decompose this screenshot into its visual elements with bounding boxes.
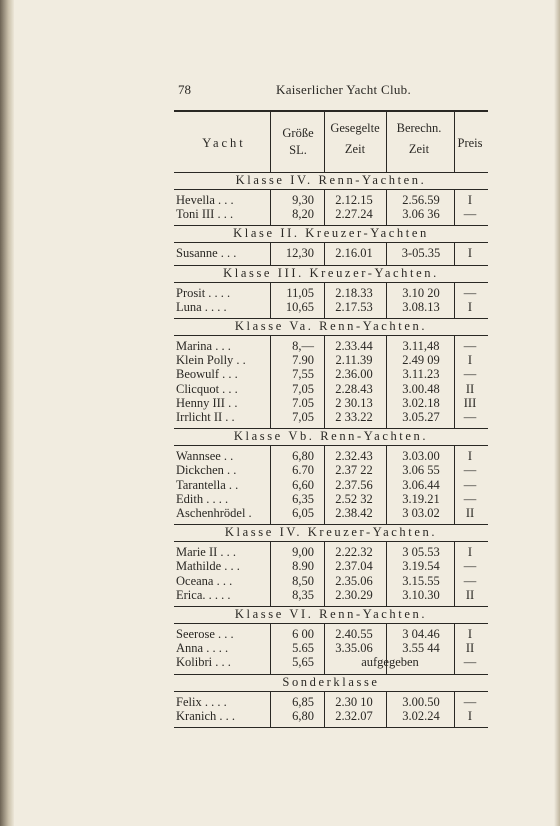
- sailed-time: 2.12.15: [335, 193, 373, 207]
- sailed-time: 2.37.04: [335, 559, 373, 574]
- sailed-time: 2.22.32: [335, 545, 373, 560]
- yacht-size: 7,05: [292, 381, 314, 396]
- column-divider: [270, 282, 271, 318]
- column-divider: [324, 623, 325, 674]
- yacht-size: 7,55: [292, 367, 314, 382]
- prize: —: [463, 339, 477, 353]
- corrected-time: 3.15.55: [402, 573, 440, 588]
- class-heading: Klasse Vb. Renn-Yachten.: [233, 429, 429, 444]
- class-heading: Klasse IV. Kreuzer-Yachten.: [224, 525, 438, 540]
- corrected-time: 3.19.54: [402, 559, 440, 574]
- sailed-time: 2.38.42: [335, 506, 373, 520]
- prize: —: [463, 573, 477, 588]
- column-divider: [324, 335, 325, 428]
- prize: —: [463, 207, 477, 222]
- table-rule: [174, 110, 488, 112]
- yacht-size: 8,20: [292, 207, 314, 222]
- yacht-size: 6,60: [292, 477, 314, 492]
- yacht-size: 6,80: [292, 708, 314, 723]
- sailed-time: 2.18.33: [335, 285, 373, 300]
- sailed-time: 2.28.43: [335, 381, 373, 396]
- yacht-size: 6,85: [292, 694, 314, 709]
- column-divider: [386, 445, 387, 524]
- sailed-time: 2.52 32: [335, 491, 373, 506]
- corrected-time: 3.00.50: [402, 694, 440, 709]
- column-divider: [454, 335, 455, 428]
- prize: —: [463, 367, 477, 382]
- column-divider: [270, 335, 271, 428]
- column-header-corrected: [386, 118, 452, 160]
- sailed-time: 2.33.44: [335, 339, 373, 353]
- corrected-time: 3.03.00: [402, 449, 440, 464]
- column-divider: [386, 691, 387, 727]
- corrected-time: 3.55 44: [402, 641, 440, 656]
- yacht-size: 5.65: [292, 641, 314, 656]
- page-header: [178, 82, 488, 100]
- corrected-time: 3.11.23: [402, 367, 440, 382]
- yacht-name: Oceana . . .: [176, 573, 233, 588]
- sailed-time: 2.27.24: [335, 207, 373, 222]
- page-number: 78: [178, 82, 191, 97]
- sailed-time: 2.30 10: [335, 694, 373, 709]
- corrected-time: 3.00.48: [402, 381, 440, 396]
- yacht-size: 10,65: [285, 299, 314, 314]
- yacht-name: Erica. . . . .: [176, 587, 231, 602]
- corrected-time: 3.19.21: [402, 491, 440, 506]
- corrected-time: 3.06.44: [402, 477, 440, 492]
- yacht-name: Henny III . .: [176, 395, 238, 410]
- class-heading: Sonderklasse: [282, 674, 380, 689]
- sailed-time: 2.37 22: [335, 463, 373, 478]
- yacht-name: Felix . . . .: [176, 694, 227, 709]
- prize: —: [463, 463, 477, 478]
- corrected-time: 3.08.13: [402, 299, 440, 314]
- yacht-name: Kolibri . . .: [176, 655, 231, 670]
- column-divider: [454, 445, 455, 524]
- class-heading: Klase II. Kreuzer-Yachten: [233, 226, 429, 241]
- column-divider: [386, 623, 387, 674]
- table-rule: [174, 623, 488, 624]
- column-divider: [270, 242, 271, 264]
- yacht-name: Prosit . . . .: [176, 285, 231, 300]
- table-rule: [174, 189, 488, 190]
- prize: I: [467, 246, 473, 261]
- yacht-size: 7,05: [292, 410, 314, 424]
- column-divider: [270, 691, 271, 727]
- prize: III: [463, 395, 477, 410]
- sailed-time: 2.32.43: [335, 449, 373, 464]
- table-rule: [174, 541, 488, 542]
- column-divider: [270, 541, 271, 606]
- corrected-time: 3 03.02: [402, 506, 440, 520]
- corrected-time: 3.06 36: [402, 207, 440, 222]
- corrected-time: 3.06 55: [402, 463, 440, 478]
- sailed-time: 2.30.29: [335, 587, 373, 602]
- sailed-time: 2.11.39: [335, 353, 373, 368]
- yacht-name: Susanne . . .: [176, 246, 237, 261]
- yacht-name: Wannsee . .: [176, 449, 234, 464]
- column-header-corrected-line2: Zeit: [408, 142, 430, 156]
- sailed-time: 2.16.01: [335, 246, 373, 261]
- yacht-name: Toni III . . .: [176, 207, 234, 222]
- yacht-name: Aschenhrödel .: [176, 506, 252, 520]
- table-rule: [174, 242, 488, 243]
- table-rule: [174, 691, 488, 692]
- column-divider: [454, 110, 455, 172]
- column-divider: [386, 335, 387, 428]
- corrected-time: 3.02.24: [402, 708, 440, 723]
- prize: II: [465, 641, 475, 656]
- yacht-name: Hevella . . .: [176, 193, 234, 207]
- corrected-time: 3 04.46: [402, 627, 440, 641]
- sailed-time: 2.36.00: [335, 367, 373, 382]
- yacht-name: Edith . . . .: [176, 491, 229, 506]
- column-divider: [324, 242, 325, 264]
- corrected-time: 2.56.59: [402, 193, 440, 207]
- prize: —: [463, 285, 477, 300]
- prize: —: [463, 410, 477, 424]
- corrected-time: 3.05.27: [402, 410, 440, 424]
- column-divider: [386, 541, 387, 606]
- table-rule: [174, 282, 488, 283]
- yacht-name: Marina . . .: [176, 339, 231, 353]
- prize: —: [463, 694, 477, 709]
- yacht-name: Dickchen . .: [176, 463, 237, 478]
- yacht-name: Klein Polly . .: [176, 353, 246, 368]
- column-divider: [454, 242, 455, 264]
- column-header-prize: Preis: [457, 136, 483, 150]
- yacht-size: 5,65: [292, 655, 314, 670]
- column-header-sailed-line1: Gesegelte: [330, 121, 380, 135]
- prize: I: [467, 299, 473, 314]
- column-divider: [386, 110, 387, 172]
- prize: —: [463, 491, 477, 506]
- column-header-size-line1: Größe: [282, 126, 314, 140]
- sailed-time: 2 30.13: [335, 395, 373, 410]
- race-status: aufgegeben: [361, 655, 419, 670]
- yacht-name: Tarantella . .: [176, 477, 239, 492]
- yacht-size: 9,00: [292, 545, 314, 560]
- yacht-size: 11,05: [286, 285, 314, 300]
- class-heading: Klasse IV. Renn-Yachten.: [235, 173, 427, 187]
- column-divider: [270, 445, 271, 524]
- column-header-corrected-line1: Berechn.: [396, 121, 442, 135]
- yacht-size: 6 00: [292, 627, 314, 641]
- sailed-time: 2.40.55: [335, 627, 373, 641]
- race-results-table: [174, 110, 488, 750]
- yacht-name: Seerose . . .: [176, 627, 234, 641]
- prize: II: [465, 381, 475, 396]
- prize: I: [467, 449, 473, 464]
- corrected-time: 3.10.30: [402, 587, 440, 602]
- prize: —: [463, 477, 477, 492]
- sailed-time: 2.32.07: [335, 708, 373, 723]
- column-divider: [386, 282, 387, 318]
- table-rule: [174, 727, 488, 728]
- yacht-size: 6.70: [292, 463, 314, 478]
- yacht-size: 8.90: [292, 559, 314, 574]
- yacht-name: Marie II . . .: [176, 545, 237, 560]
- yacht-name: Beowulf . . .: [176, 367, 238, 382]
- prize: I: [467, 193, 473, 207]
- column-divider: [324, 541, 325, 606]
- class-heading: Klasse III. Kreuzer-Yachten.: [223, 265, 439, 280]
- prize: I: [467, 627, 473, 641]
- column-divider: [454, 691, 455, 727]
- yacht-size: 7.05: [292, 395, 314, 410]
- column-divider: [454, 623, 455, 674]
- sailed-time: 2.35.06: [335, 573, 373, 588]
- page-edge-shadow: [554, 0, 560, 826]
- corrected-time: 3.02.18: [402, 395, 440, 410]
- prize: —: [463, 559, 477, 574]
- column-divider: [324, 189, 325, 225]
- yacht-name: Luna . . . .: [176, 299, 227, 314]
- column-divider: [270, 110, 271, 172]
- prize: I: [467, 545, 473, 560]
- yacht-size: 6,05: [292, 506, 314, 520]
- column-divider: [454, 282, 455, 318]
- column-header-sailed: [324, 118, 386, 160]
- running-title: Kaiserlicher Yacht Club.: [276, 82, 412, 97]
- yacht-size: 8,—: [292, 339, 314, 353]
- table-rule: [174, 335, 488, 336]
- yacht-size: 12,30: [285, 246, 314, 261]
- column-divider: [324, 282, 325, 318]
- sailed-time: 2.17.53: [335, 299, 373, 314]
- column-divider: [454, 189, 455, 225]
- column-divider: [386, 242, 387, 264]
- yacht-name: Mathilde . . .: [176, 559, 240, 574]
- column-divider: [270, 623, 271, 674]
- column-divider: [324, 691, 325, 727]
- column-divider: [386, 189, 387, 225]
- prize: I: [467, 708, 473, 723]
- class-heading: Klasse Va. Renn-Yachten.: [234, 319, 428, 333]
- yacht-size: 8,50: [292, 573, 314, 588]
- yacht-size: 9,30: [292, 193, 314, 207]
- prize: I: [467, 353, 473, 368]
- corrected-time: 3.11,48: [402, 339, 440, 353]
- corrected-time: 3 05.53: [402, 545, 440, 560]
- column-divider: [270, 189, 271, 225]
- column-divider: [324, 110, 325, 172]
- yacht-name: Irrlicht II . .: [176, 410, 235, 424]
- yacht-size: 8,35: [292, 587, 314, 602]
- yacht-name: Clicquot . . .: [176, 381, 238, 396]
- corrected-time: 2.49 09: [402, 353, 440, 368]
- prize: —: [463, 655, 477, 670]
- yacht-size: 6,80: [292, 449, 314, 464]
- column-divider: [324, 445, 325, 524]
- sailed-time: 3.35.06: [335, 641, 373, 656]
- column-header-size-line2: SL.: [289, 143, 307, 157]
- sailed-time: 2 33.22: [335, 410, 373, 424]
- prize: II: [465, 506, 475, 520]
- yacht-name: Kranich . . .: [176, 708, 236, 723]
- yacht-name: Anna . . . .: [176, 641, 229, 656]
- table-rule: [174, 445, 488, 446]
- sailed-time: 2.37.56: [335, 477, 373, 492]
- column-header-size: [274, 125, 322, 159]
- column-divider: [454, 541, 455, 606]
- prize: II: [465, 587, 475, 602]
- class-heading: Klasse VI. Renn-Yachten.: [234, 607, 428, 621]
- book-gutter-shadow: [0, 0, 14, 826]
- yacht-size: 6,35: [292, 491, 314, 506]
- yacht-size: 7.90: [292, 353, 314, 368]
- corrected-time: 3-05.35: [401, 246, 441, 261]
- corrected-time: 3.10 20: [402, 285, 440, 300]
- column-header-sailed-line2: Zeit: [344, 142, 366, 156]
- column-header-yacht: Yacht: [202, 136, 246, 150]
